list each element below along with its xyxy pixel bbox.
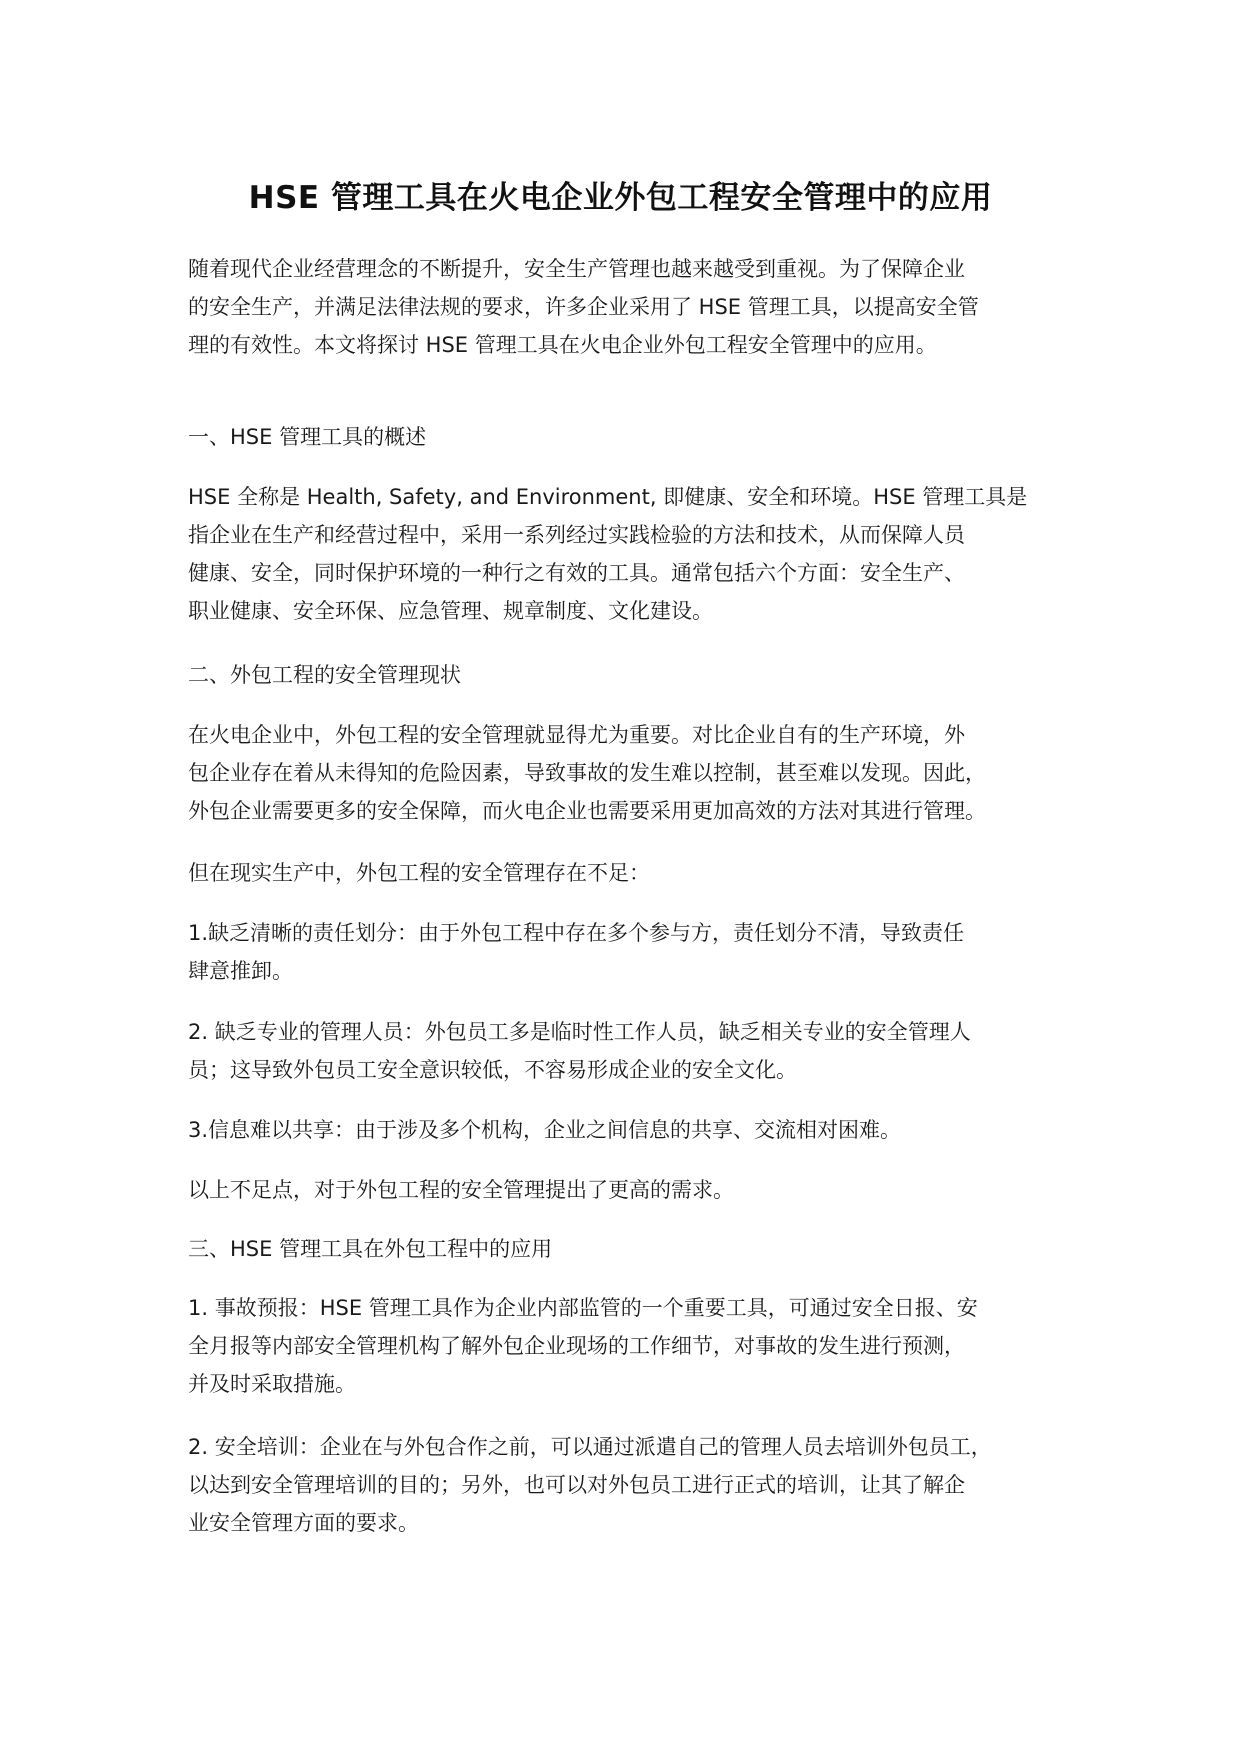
paragraph-line: 员；这导致外包员工安全意识较低，不容易形成企业的安全文化。 <box>188 1058 797 1082</box>
paragraph-line: 健康、安全，同时保护环境的一种行之有效的工具。通常包括六个方面：安全生产、 <box>188 561 965 585</box>
paragraph-line: 3.信息难以共享：由于涉及多个机构，企业之间信息的共享、交流相对困难。 <box>188 1118 902 1142</box>
paragraph-line: 包企业存在着从未得知的危险因素，导致事故的发生难以控制，甚至难以发现。因此， <box>188 761 986 785</box>
paragraph-line: 随着现代企业经营理念的不断提升，安全生产管理也越来越受到重视。为了保障企业 <box>188 257 965 281</box>
list-item-responsibility <box>188 914 1068 990</box>
paragraph-line: 2. 安全培训：企业在与外包合作之前，可以通过派遣自己的管理人员去培训外包员工， <box>188 1435 992 1459</box>
paragraph-line: 外包企业需要更多的安全保障，而火电企业也需要采用更加高效的方法对其进行管理。 <box>188 799 986 823</box>
paragraph-line: HSE 全称是 Health, Safety, and Environment, 即健康、安全和环境。HSE 管理工具是 <box>188 485 1028 509</box>
paragraph-line: 在火电企业中，外包工程的安全管理就显得尤为重要。对比企业自有的生产环境，外 <box>188 723 965 747</box>
paragraph-line: 全月报等内部安全管理机构了解外包企业现场的工作细节，对事故的发生进行预测， <box>188 1334 965 1358</box>
section-heading-1 <box>188 418 1068 456</box>
paragraph-line: 1. 事故预报：HSE 管理工具作为企业内部监管的一个重要工具，可通过安全日报、安 <box>188 1296 978 1320</box>
paragraph-line: 理的有效性。本文将探讨 HSE 管理工具在火电企业外包工程安全管理中的应用。 <box>188 333 937 357</box>
section-heading-3 <box>188 1230 1068 1268</box>
paragraph-line: 的安全生产，并满足法律法规的要求，许多企业采用了 HSE 管理工具，以提高安全管 <box>188 295 979 319</box>
paragraph-line: 以上不足点，对于外包工程的安全管理提出了更高的需求。 <box>188 1178 734 1202</box>
list-item-information-sharing <box>188 1111 1068 1149</box>
paragraph-line: 并及时采取措施。 <box>188 1372 356 1396</box>
paragraph-shortcomings-summary <box>188 1171 1068 1209</box>
paragraph-line: 指企业在生产和经营过程中，采用一系列经过实践检验的方法和技术，从而保障人员 <box>188 523 965 547</box>
paragraph-line: 1.缺乏清晰的责任划分：由于外包工程中存在多个参与方，责任划分不清，导致责任 <box>188 921 965 945</box>
document-title: HSE 管理工具在火电企业外包工程安全管理中的应用 <box>248 180 993 216</box>
section-heading-text: 三、HSE 管理工具在外包工程中的应用 <box>188 1237 553 1261</box>
section-heading-text: 一、HSE 管理工具的概述 <box>188 425 427 449</box>
list-item-safety-training <box>188 1428 1068 1542</box>
list-item-accident-forecast <box>188 1289 1068 1403</box>
list-item-professional-staff <box>188 1013 1068 1089</box>
paragraph-line: 2. 缺乏专业的管理人员：外包员工多是临时性工作人员，缺乏相关专业的安全管理人 <box>188 1020 971 1044</box>
paragraph-line: 职业健康、安全环保、应急管理、规章制度、文化建设。 <box>188 599 713 623</box>
paragraph-intro <box>188 250 1068 364</box>
paragraph-line: 但在现实生产中，外包工程的安全管理存在不足： <box>188 861 650 885</box>
section-heading-text: 二、外包工程的安全管理现状 <box>188 663 461 687</box>
paragraph-hse-overview <box>188 478 1068 630</box>
paragraph-line: 肆意推卸。 <box>188 959 293 983</box>
paragraph-shortcomings-intro <box>188 854 1068 892</box>
paragraph-line: 业安全管理方面的要求。 <box>188 1511 419 1535</box>
paragraph-line: 以达到安全管理培训的目的；另外，也可以对外包员工进行正式的培训，让其了解企 <box>188 1473 965 1497</box>
paragraph-outsourcing-status <box>188 716 1068 830</box>
section-heading-2 <box>188 656 1068 694</box>
